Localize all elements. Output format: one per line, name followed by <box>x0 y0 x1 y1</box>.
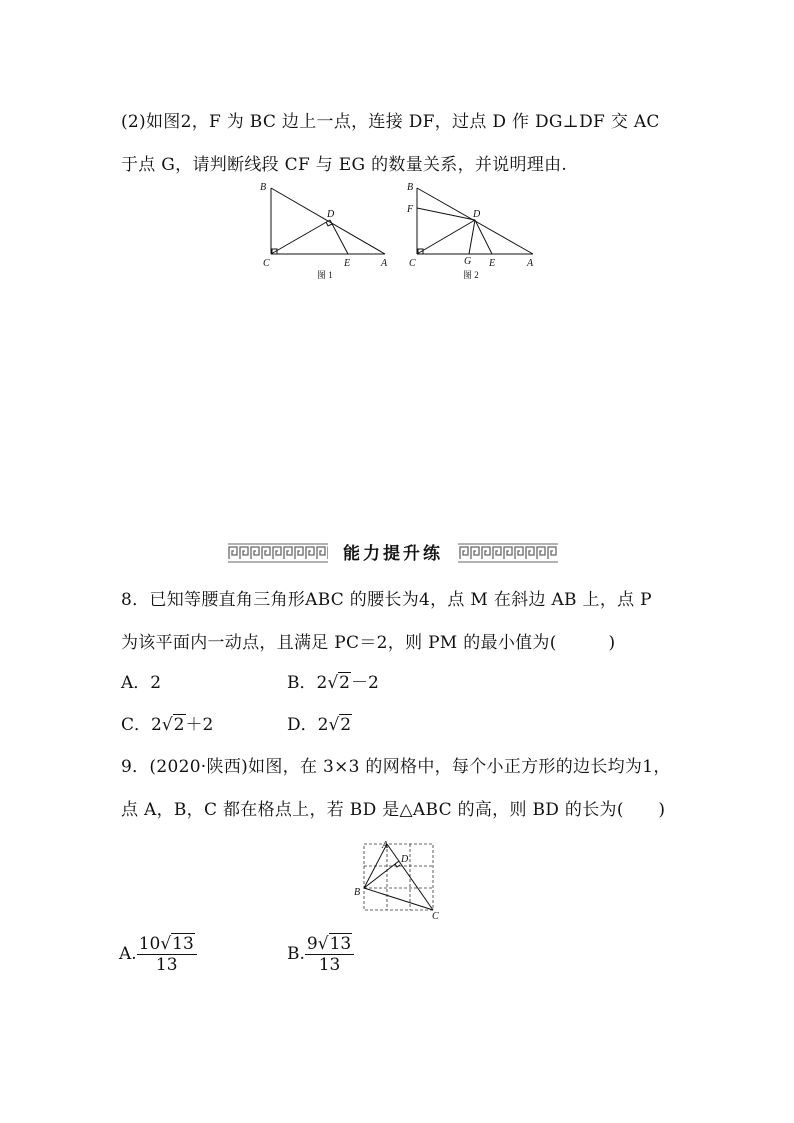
fig1-label-a: A <box>381 258 388 269</box>
q8-option-b-suffix: －2 <box>350 673 379 693</box>
q9-option-a-coef: 10 <box>138 934 161 954</box>
figure-2 <box>403 178 543 283</box>
q8-option-c-suffix: ＋2 <box>185 715 214 735</box>
q8-option-b-radicand: 2 <box>339 673 350 693</box>
q8-line1: 8．已知等腰直角三角形ABC 的腰长为4，点 M 在斜边 AB 上，点 P <box>121 590 652 610</box>
q8-option-c <box>121 710 213 735</box>
q9-option-a-fraction <box>137 934 197 975</box>
q9-option-a-prefix: A. <box>119 944 137 964</box>
q9-option-b-den: 13 <box>318 955 341 975</box>
q9-grid-figure <box>348 838 448 924</box>
q8-line2: 为该平面内一动点，且满足 PC＝2，则 PM 的最小值为( ) <box>121 633 616 653</box>
q9-option-a-radicand: 13 <box>172 934 194 954</box>
fig1-caption: 图 1 <box>317 270 333 280</box>
q9-label-a: A <box>382 840 389 851</box>
sqrt-icon: √2 <box>161 715 185 735</box>
sqrt-icon: √2 <box>328 715 352 735</box>
q9-option-b-fraction <box>305 934 354 975</box>
q9-option-a-den: 13 <box>155 955 178 975</box>
fig2-label-f: F <box>407 204 414 215</box>
q9-line1: 9．(2020·陕西)如图，在 3×3 的网格中，每个小正方形的边长均为1， <box>121 757 671 777</box>
q9-option-b-radicand: 13 <box>329 934 352 954</box>
q9-label-d: D <box>401 854 409 865</box>
q9-option-b-prefix: B. <box>287 944 305 964</box>
fig2-label-e: E <box>489 258 496 269</box>
q7-part2-line2: 于点 G，请判断线段 CF 与 EG 的数量关系，并说明理由. <box>121 155 568 175</box>
q8-option-a: A．2 <box>121 673 162 693</box>
fig2-label-b: B <box>407 182 414 193</box>
fig1-label-c: C <box>263 258 270 269</box>
q9-option-b-coef: 9 <box>306 934 318 954</box>
q7-part2-line1: (2)如图2，F 为 BC 边上一点，连接 DF，过点 D 作 DG⊥DF 交 AC <box>121 112 660 132</box>
q8-option-c-prefix: C．2 <box>121 715 162 735</box>
fig2-label-d: D <box>473 209 481 220</box>
q9-option-b <box>287 934 354 975</box>
q8-option-d <box>287 710 352 735</box>
fig2-caption: 图 2 <box>463 270 479 280</box>
q8-option-b-prefix: B．2 <box>287 673 328 693</box>
fig2-label-a: A <box>527 258 534 269</box>
q8-option-c-radicand: 2 <box>173 715 185 735</box>
q9-label-c: C <box>432 911 439 922</box>
q9-option-a <box>119 934 197 975</box>
section-title: 能力提升练 <box>328 539 458 564</box>
fig1-label-d: D <box>327 209 335 220</box>
sqrt-icon: √13 <box>317 934 352 954</box>
fig2-label-c: C <box>409 258 416 269</box>
q9-line2: 点 A，B，C 都在格点上，若 BD 是△ABC 的高，则 BD 的长为( ) <box>121 800 666 820</box>
figure-1 <box>255 178 395 283</box>
q8-option-d-prefix: D．2 <box>287 715 329 735</box>
q9-label-b: B <box>354 887 361 898</box>
sqrt-icon: √13 <box>160 934 194 954</box>
fig1-label-b: B <box>260 182 267 193</box>
q8-option-b <box>287 668 379 693</box>
fig2-label-g: G <box>464 256 472 267</box>
q8-option-d-radicand: 2 <box>340 715 352 735</box>
sqrt-icon: √2 <box>327 673 350 693</box>
fig1-label-e: E <box>344 258 351 269</box>
